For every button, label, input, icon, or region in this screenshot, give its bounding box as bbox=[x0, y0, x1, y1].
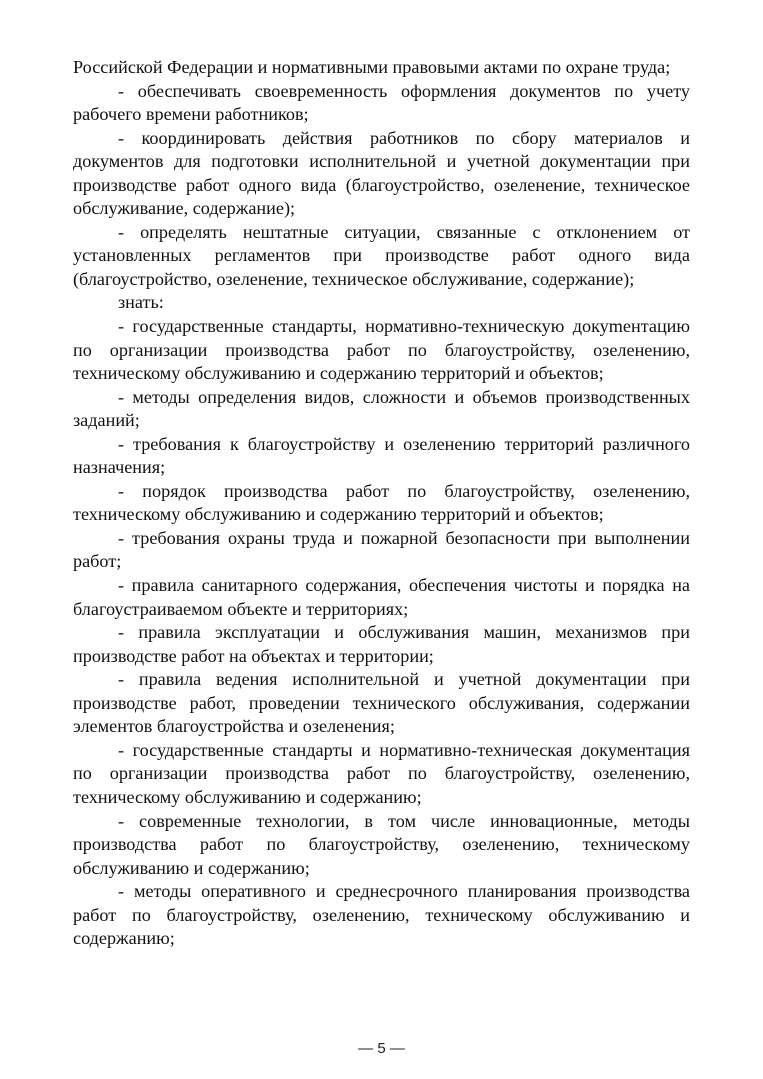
paragraph: - определять нештатные ситуации, связанные с отклонением от установленных регламентов при производстве работ одного вида (благоустройство, озеленение, техническое обслуживание, содержание); bbox=[73, 221, 690, 289]
paragraph: - требования к благоустройству и озеленению территорий различного назначения; bbox=[73, 433, 690, 478]
document-body bbox=[73, 56, 690, 951]
paragraph: - правила ведения исполнительной и учетной документации при производстве работ, проведении технического обслуживания, содержании элементов благоустройства и озеленения; bbox=[73, 669, 690, 737]
paragraph: - современные технологии, в том числе инновационные, методы производства работ по благоустройству, озеленению, техническому обслуживанию и содержанию; bbox=[73, 810, 690, 878]
paragraph: - правила санитарного содержания, обеспечения чистоты и порядка на благоустраиваемом объекте и территориях; bbox=[73, 575, 690, 619]
paragraph: - методы оперативного и среднесрочного планирования производства работ по благоустройству, озеленению, техническому обслуживанию и содержанию; bbox=[73, 881, 690, 949]
paragraph: - координировать действия работников по сбору материалов и документов для подготовки исполнительной и учетной документации при производстве работ одного вида (благоустройство, озеленение, техническое обслуживание, содержание); bbox=[73, 127, 690, 219]
paragraph: Российской Федерации и нормативными правовыми актами по охране труда; bbox=[73, 57, 671, 77]
paragraph: - государственные стандарты и нормативно-техническая документация по организации производства работ по благоустройству, озеленению, техническому обслуживанию и содержанию; bbox=[73, 739, 690, 807]
paragraph: - обеспечивать своевременность оформления документов по учету рабочего времени работников; bbox=[73, 80, 690, 125]
paragraph: знать: bbox=[118, 292, 164, 313]
paragraph: - порядок производства работ по благоустройству, озеленению, техническому обслуживанию и содержанию территорий и объектов; bbox=[73, 480, 690, 525]
paragraph: - государственные стандарты, нормативно-техническую докуmентацию по организации производства работ по благоустройству, озеленению, техническому обслуживанию и содержанию территорий и объектов; bbox=[73, 316, 690, 384]
paragraph: - методы определения видов, сложности и объемов производственных заданий; bbox=[73, 386, 690, 431]
page-number: — 5 — bbox=[358, 1040, 405, 1057]
paragraph: - правила эксплуатации и обслуживания машин, механизмов при производстве работ на объектах и территории; bbox=[73, 622, 690, 666]
paragraph: - требования охраны труда и пожарной безопасности при выполнении работ; bbox=[73, 527, 690, 572]
